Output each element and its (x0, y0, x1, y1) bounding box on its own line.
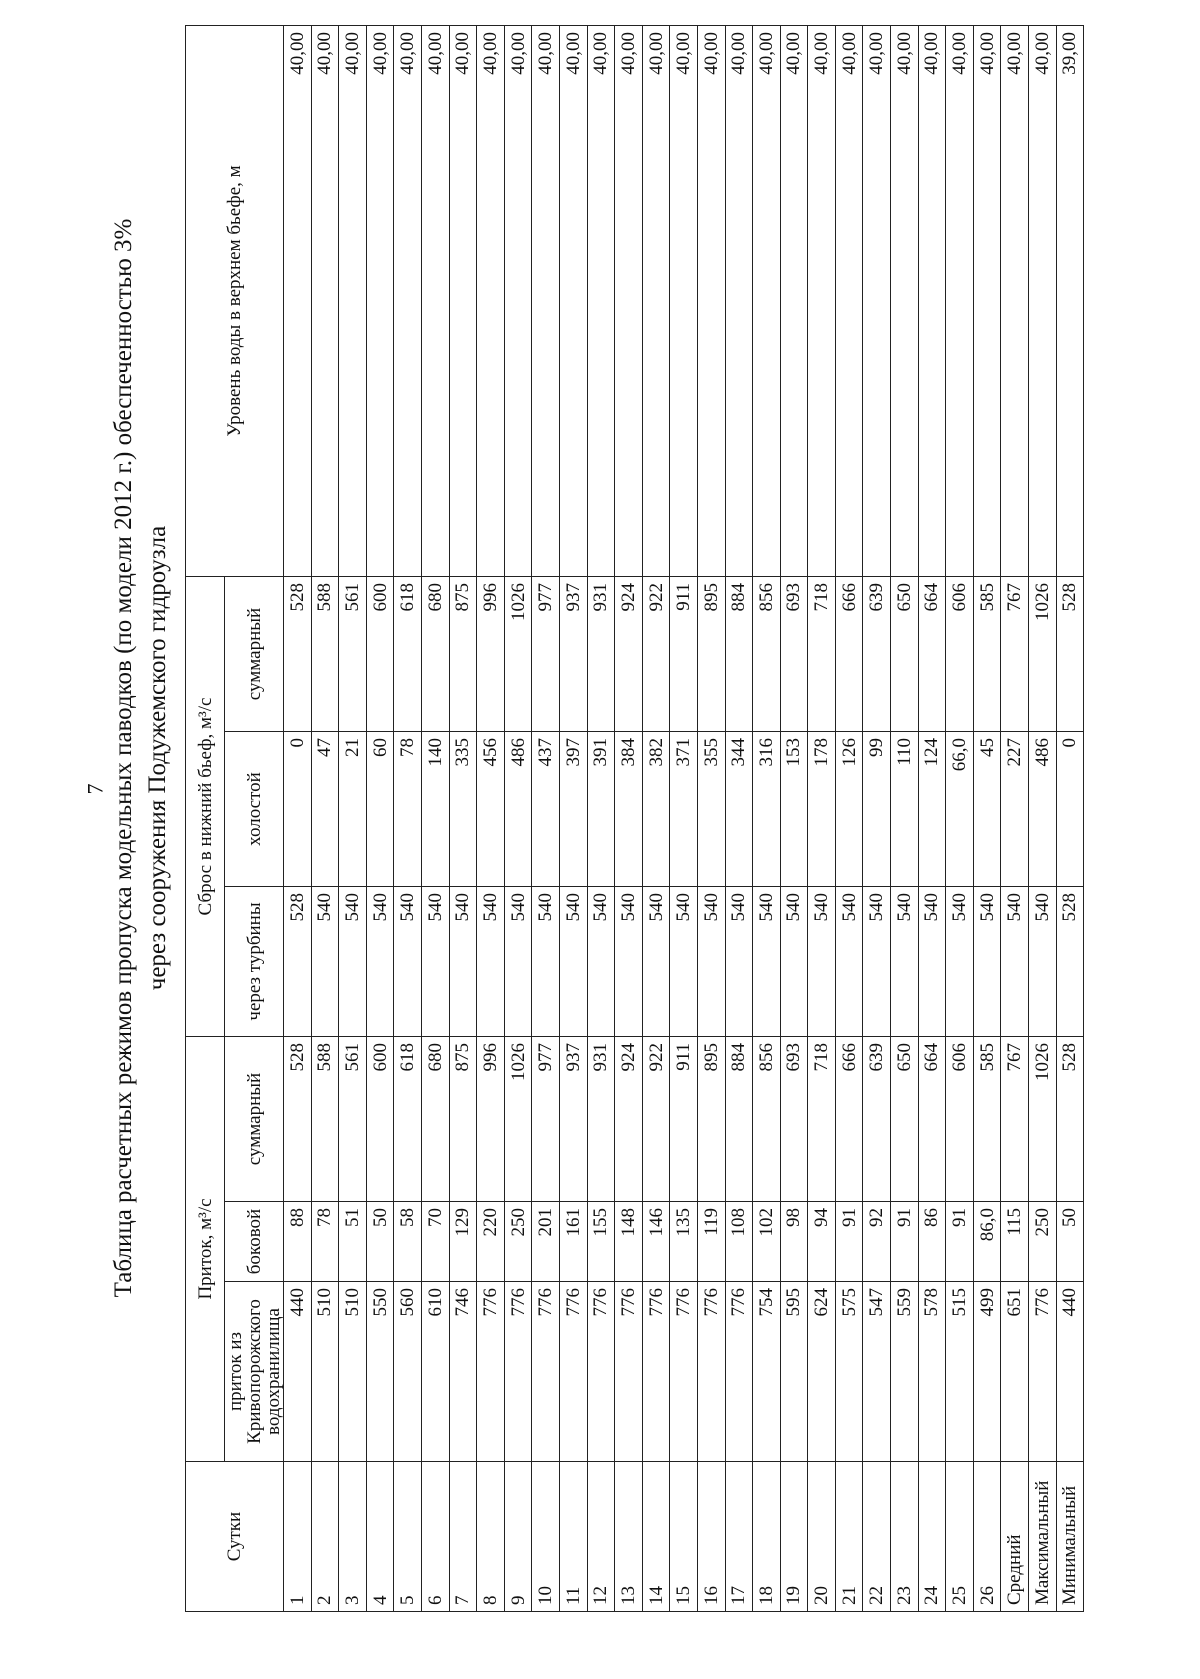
day-cell: 15 (670, 1462, 698, 1612)
inflow-reservoir-cell: 499 (973, 1282, 1001, 1462)
water-level-cell: 40,00 (642, 25, 670, 576)
discharge-idle-cell: 21 (339, 731, 367, 886)
discharge-idle-cell: 140 (421, 731, 449, 886)
water-level-cell: 40,00 (1001, 25, 1029, 576)
inflow-total-cell: 767 (1001, 1036, 1029, 1201)
discharge-total-cell: 1026 (1029, 576, 1057, 731)
inflow-reservoir-cell: 776 (670, 1282, 698, 1462)
discharge-turbines-cell: 540 (946, 886, 974, 1036)
water-level-cell: 40,00 (284, 25, 312, 576)
inflow-lateral-cell: 86,0 (973, 1202, 1001, 1282)
discharge-idle-cell: 60 (366, 731, 394, 886)
discharge-total-cell: 1026 (504, 576, 532, 731)
table-row (946, 25, 974, 1611)
inflow-reservoir-cell: 776 (725, 1282, 753, 1462)
table-row (394, 25, 422, 1611)
discharge-turbines-cell: 540 (587, 886, 615, 1036)
inflow-total-cell: 666 (835, 1036, 863, 1201)
inflow-lateral-cell: 102 (753, 1202, 781, 1282)
day-cell: 18 (753, 1462, 781, 1612)
discharge-turbines-cell: 540 (615, 886, 643, 1036)
inflow-reservoir-cell: 440 (1056, 1282, 1084, 1462)
discharge-turbines-cell: 540 (477, 886, 505, 1036)
discharge-idle-cell: 153 (780, 731, 808, 886)
discharge-turbines-cell: 540 (697, 886, 725, 1036)
water-level-cell: 40,00 (421, 25, 449, 576)
water-level-cell: 40,00 (366, 25, 394, 576)
discharge-total-cell: 931 (587, 576, 615, 731)
inflow-reservoir-cell: 776 (477, 1282, 505, 1462)
discharge-turbines-cell: 540 (339, 886, 367, 1036)
discharge-turbines-cell: 540 (504, 886, 532, 1036)
inflow-reservoir-cell: 578 (918, 1282, 946, 1462)
water-level-cell: 40,00 (615, 25, 643, 576)
discharge-total-cell: 528 (284, 576, 312, 731)
discharge-total-cell: 937 (559, 576, 587, 731)
inflow-total-cell: 924 (615, 1036, 643, 1201)
discharge-turbines-cell: 540 (725, 886, 753, 1036)
inflow-reservoir-cell: 776 (559, 1282, 587, 1462)
table-row (421, 25, 449, 1611)
discharge-total-cell: 767 (1001, 576, 1029, 731)
inflow-lateral-cell: 58 (394, 1202, 422, 1282)
discharge-turbines-cell: 540 (780, 886, 808, 1036)
discharge-idle-cell: 456 (477, 731, 505, 886)
discharge-total-cell: 639 (863, 576, 891, 731)
discharge-idle-cell: 384 (615, 731, 643, 886)
inflow-total-cell: 664 (918, 1036, 946, 1201)
water-level-cell: 40,00 (946, 25, 974, 576)
discharge-turbines-cell: 540 (394, 886, 422, 1036)
inflow-total-cell: 1026 (504, 1036, 532, 1201)
discharge-turbines-cell: 540 (366, 886, 394, 1036)
table-body (284, 25, 1084, 1611)
header-inflow-lateral: боковой (225, 1202, 284, 1282)
discharge-total-cell: 588 (311, 576, 339, 731)
inflow-lateral-cell: 78 (311, 1202, 339, 1282)
discharge-total-cell: 924 (615, 576, 643, 731)
water-level-cell: 40,00 (449, 25, 477, 576)
day-cell: 11 (559, 1462, 587, 1612)
inflow-total-cell: 528 (284, 1036, 312, 1201)
discharge-turbines-cell: 540 (532, 886, 560, 1036)
day-cell: 16 (697, 1462, 725, 1612)
discharge-idle-cell: 486 (1029, 731, 1057, 886)
table-row (1001, 25, 1029, 1611)
table-row (477, 25, 505, 1611)
discharge-turbines-cell: 540 (311, 886, 339, 1036)
table-row (973, 25, 1001, 1611)
day-cell: 2 (311, 1462, 339, 1612)
water-level-cell: 40,00 (477, 25, 505, 576)
table-row (1029, 25, 1057, 1611)
day-cell: Максимальный (1029, 1462, 1057, 1612)
inflow-lateral-cell: 51 (339, 1202, 367, 1282)
inflow-reservoir-cell: 595 (780, 1282, 808, 1462)
table-row (780, 25, 808, 1611)
inflow-reservoir-cell: 575 (835, 1282, 863, 1462)
day-cell: 20 (808, 1462, 836, 1612)
discharge-total-cell: 561 (339, 576, 367, 731)
discharge-idle-cell: 47 (311, 731, 339, 886)
discharge-idle-cell: 344 (725, 731, 753, 886)
inflow-total-cell: 588 (311, 1036, 339, 1201)
discharge-turbines-cell: 540 (753, 886, 781, 1036)
table-row (449, 25, 477, 1611)
discharge-turbines-cell: 528 (284, 886, 312, 1036)
discharge-turbines-cell: 540 (835, 886, 863, 1036)
day-cell: 13 (615, 1462, 643, 1612)
inflow-lateral-cell: 88 (284, 1202, 312, 1282)
discharge-turbines-cell: 540 (670, 886, 698, 1036)
day-cell: 21 (835, 1462, 863, 1612)
water-level-cell: 40,00 (587, 25, 615, 576)
inflow-total-cell: 996 (477, 1036, 505, 1201)
discharge-idle-cell: 78 (394, 731, 422, 886)
discharge-total-cell: 856 (753, 576, 781, 731)
inflow-lateral-cell: 250 (504, 1202, 532, 1282)
inflow-total-cell: 884 (725, 1036, 753, 1201)
inflow-lateral-cell: 148 (615, 1202, 643, 1282)
table-row (642, 25, 670, 1611)
discharge-total-cell: 996 (477, 576, 505, 731)
day-cell: 17 (725, 1462, 753, 1612)
discharge-total-cell: 693 (780, 576, 808, 731)
inflow-lateral-cell: 94 (808, 1202, 836, 1282)
inflow-reservoir-cell: 515 (946, 1282, 974, 1462)
inflow-lateral-cell: 161 (559, 1202, 587, 1282)
inflow-total-cell: 875 (449, 1036, 477, 1201)
table-row (339, 25, 367, 1611)
discharge-total-cell: 680 (421, 576, 449, 731)
water-level-cell: 40,00 (863, 25, 891, 576)
inflow-reservoir-cell: 776 (504, 1282, 532, 1462)
inflow-total-cell: 1026 (1029, 1036, 1057, 1201)
discharge-turbines-cell: 540 (421, 886, 449, 1036)
inflow-reservoir-cell: 776 (1029, 1282, 1057, 1462)
discharge-total-cell: 922 (642, 576, 670, 731)
discharge-total-cell: 664 (918, 576, 946, 731)
inflow-lateral-cell: 119 (697, 1202, 725, 1282)
discharge-idle-cell: 391 (587, 731, 615, 886)
day-cell: 14 (642, 1462, 670, 1612)
water-level-cell: 39,00 (1056, 25, 1084, 576)
inflow-total-cell: 931 (587, 1036, 615, 1201)
inflow-total-cell: 639 (863, 1036, 891, 1201)
inflow-total-cell: 528 (1056, 1036, 1084, 1201)
header-discharge-total: суммарный (225, 576, 284, 731)
table-row (808, 25, 836, 1611)
inflow-lateral-cell: 92 (863, 1202, 891, 1282)
day-cell: 5 (394, 1462, 422, 1612)
table-row (670, 25, 698, 1611)
inflow-total-cell: 600 (366, 1036, 394, 1201)
discharge-idle-cell: 178 (808, 731, 836, 886)
discharge-total-cell: 528 (1056, 576, 1084, 731)
discharge-idle-cell: 124 (918, 731, 946, 886)
table-row (366, 25, 394, 1611)
inflow-total-cell: 922 (642, 1036, 670, 1201)
inflow-lateral-cell: 220 (477, 1202, 505, 1282)
table-row (504, 25, 532, 1611)
inflow-reservoir-cell: 776 (587, 1282, 615, 1462)
discharge-total-cell: 977 (532, 576, 560, 731)
inflow-total-cell: 618 (394, 1036, 422, 1201)
inflow-lateral-cell: 146 (642, 1202, 670, 1282)
inflow-total-cell: 856 (753, 1036, 781, 1201)
inflow-lateral-cell: 91 (835, 1202, 863, 1282)
inflow-reservoir-cell: 440 (284, 1282, 312, 1462)
inflow-reservoir-cell: 560 (394, 1282, 422, 1462)
water-level-cell: 40,00 (504, 25, 532, 576)
inflow-reservoir-cell: 776 (697, 1282, 725, 1462)
discharge-turbines-cell: 540 (1001, 886, 1029, 1036)
discharge-idle-cell: 397 (559, 731, 587, 886)
discharge-idle-cell: 45 (973, 731, 1001, 886)
discharge-idle-cell: 110 (891, 731, 919, 886)
table-title (107, 26, 185, 1640)
day-cell: 4 (366, 1462, 394, 1612)
discharge-total-cell: 718 (808, 576, 836, 731)
water-level-cell: 40,00 (835, 25, 863, 576)
water-level-cell: 40,00 (670, 25, 698, 576)
discharge-turbines-cell: 540 (973, 886, 1001, 1036)
water-level-cell: 40,00 (891, 25, 919, 576)
table-row (1056, 25, 1084, 1611)
discharge-idle-cell: 0 (1056, 731, 1084, 886)
water-level-cell: 40,00 (808, 25, 836, 576)
day-cell: 24 (918, 1462, 946, 1612)
discharge-idle-cell: 227 (1001, 731, 1029, 886)
table-row (891, 25, 919, 1611)
inflow-lateral-cell: 108 (725, 1202, 753, 1282)
discharge-idle-cell: 126 (835, 731, 863, 886)
inflow-reservoir-cell: 776 (532, 1282, 560, 1462)
water-level-cell: 40,00 (1029, 25, 1057, 576)
day-cell: 3 (339, 1462, 367, 1612)
table-row (725, 25, 753, 1611)
discharge-total-cell: 875 (449, 576, 477, 731)
inflow-reservoir-cell: 510 (339, 1282, 367, 1462)
discharge-turbines-cell: 540 (863, 886, 891, 1036)
table-row (918, 25, 946, 1611)
day-cell: 19 (780, 1462, 808, 1612)
water-level-cell: 40,00 (973, 25, 1001, 576)
water-level-cell: 40,00 (311, 25, 339, 576)
inflow-lateral-cell: 50 (1056, 1202, 1084, 1282)
inflow-lateral-cell: 50 (366, 1202, 394, 1282)
day-cell: 6 (421, 1462, 449, 1612)
water-level-cell: 40,00 (753, 25, 781, 576)
inflow-reservoir-cell: 651 (1001, 1282, 1029, 1462)
day-cell: Минимальный (1056, 1462, 1084, 1612)
inflow-total-cell: 977 (532, 1036, 560, 1201)
inflow-lateral-cell: 91 (891, 1202, 919, 1282)
header-discharge-turbines: через турбины (225, 886, 284, 1036)
inflow-lateral-cell: 250 (1029, 1202, 1057, 1282)
inflow-reservoir-cell: 624 (808, 1282, 836, 1462)
discharge-idle-cell: 66,0 (946, 731, 974, 886)
day-cell: 26 (973, 1462, 1001, 1612)
inflow-total-cell: 693 (780, 1036, 808, 1201)
discharge-total-cell: 650 (891, 576, 919, 731)
discharge-idle-cell: 382 (642, 731, 670, 886)
table-row (835, 25, 863, 1611)
day-cell: 12 (587, 1462, 615, 1612)
discharge-total-cell: 606 (946, 576, 974, 731)
inflow-total-cell: 895 (697, 1036, 725, 1201)
title-line-1: Таблица расчетных режимов пропуска модельных паводков (по модели 2012 г.) обеспеченностью 3% (110, 218, 137, 1298)
header-discharge-group: Сброс в нижний бьеф, м³/с (186, 576, 225, 1036)
water-level-cell: 40,00 (725, 25, 753, 576)
day-cell: 8 (477, 1462, 505, 1612)
inflow-lateral-cell: 129 (449, 1202, 477, 1282)
title-line-2: через сооружения Подужемского гидроузла (144, 525, 171, 991)
inflow-reservoir-cell: 559 (891, 1282, 919, 1462)
header-inflow-group: Приток, м³/с (186, 1036, 225, 1461)
day-cell: 9 (504, 1462, 532, 1612)
inflow-total-cell: 561 (339, 1036, 367, 1201)
discharge-total-cell: 618 (394, 576, 422, 731)
inflow-lateral-cell: 70 (421, 1202, 449, 1282)
rotated-page-content (107, 26, 1175, 1640)
inflow-reservoir-cell: 510 (311, 1282, 339, 1462)
day-cell: 22 (863, 1462, 891, 1612)
discharge-turbines-cell: 540 (1029, 886, 1057, 1036)
table-row (284, 25, 312, 1611)
discharge-idle-cell: 99 (863, 731, 891, 886)
day-cell: 10 (532, 1462, 560, 1612)
discharge-idle-cell: 335 (449, 731, 477, 886)
inflow-total-cell: 606 (946, 1036, 974, 1201)
inflow-total-cell: 680 (421, 1036, 449, 1201)
day-cell: 1 (284, 1462, 312, 1612)
table-row (587, 25, 615, 1611)
inflow-reservoir-cell: 547 (863, 1282, 891, 1462)
day-cell: Средний (1001, 1462, 1029, 1612)
table-row (697, 25, 725, 1611)
inflow-lateral-cell: 155 (587, 1202, 615, 1282)
discharge-turbines-cell: 540 (642, 886, 670, 1036)
discharge-idle-cell: 316 (753, 731, 781, 886)
table-row (753, 25, 781, 1611)
table-row (863, 25, 891, 1611)
inflow-reservoir-cell: 776 (642, 1282, 670, 1462)
inflow-lateral-cell: 86 (918, 1202, 946, 1282)
inflow-lateral-cell: 115 (1001, 1202, 1029, 1282)
table-row (559, 25, 587, 1611)
discharge-turbines-cell: 540 (559, 886, 587, 1036)
discharge-idle-cell: 486 (504, 731, 532, 886)
discharge-total-cell: 911 (670, 576, 698, 731)
header-inflow-total: суммарный (225, 1036, 284, 1201)
water-level-cell: 40,00 (918, 25, 946, 576)
inflow-reservoir-cell: 746 (449, 1282, 477, 1462)
discharge-turbines-cell: 528 (1056, 886, 1084, 1036)
discharge-turbines-cell: 540 (918, 886, 946, 1036)
water-level-cell: 40,00 (394, 25, 422, 576)
page-number: 7 (82, 783, 108, 795)
discharge-turbines-cell: 540 (808, 886, 836, 1036)
discharge-turbines-cell: 540 (449, 886, 477, 1036)
discharge-idle-cell: 437 (532, 731, 560, 886)
water-level-cell: 40,00 (339, 25, 367, 576)
discharge-total-cell: 585 (973, 576, 1001, 731)
inflow-total-cell: 718 (808, 1036, 836, 1201)
flood-regime-table (185, 25, 1084, 1612)
day-cell: 23 (891, 1462, 919, 1612)
header-discharge-idle: холостой (225, 731, 284, 886)
day-cell: 25 (946, 1462, 974, 1612)
header-water-level: Уровень воды в верхнем бьефе, м (186, 25, 284, 576)
inflow-reservoir-cell: 610 (421, 1282, 449, 1462)
discharge-idle-cell: 0 (284, 731, 312, 886)
inflow-lateral-cell: 91 (946, 1202, 974, 1282)
inflow-total-cell: 937 (559, 1036, 587, 1201)
inflow-total-cell: 585 (973, 1036, 1001, 1201)
water-level-cell: 40,00 (780, 25, 808, 576)
inflow-total-cell: 911 (670, 1036, 698, 1201)
discharge-turbines-cell: 540 (891, 886, 919, 1036)
discharge-total-cell: 895 (697, 576, 725, 731)
inflow-lateral-cell: 135 (670, 1202, 698, 1282)
inflow-lateral-cell: 98 (780, 1202, 808, 1282)
table-row (311, 25, 339, 1611)
day-cell: 7 (449, 1462, 477, 1612)
table-row (615, 25, 643, 1611)
inflow-total-cell: 650 (891, 1036, 919, 1201)
discharge-total-cell: 600 (366, 576, 394, 731)
water-level-cell: 40,00 (532, 25, 560, 576)
header-day: Сутки (186, 1462, 284, 1612)
water-level-cell: 40,00 (559, 25, 587, 576)
discharge-total-cell: 666 (835, 576, 863, 731)
header-inflow-reservoir: приток из Кривопорожского водохранилища (225, 1282, 284, 1462)
inflow-reservoir-cell: 754 (753, 1282, 781, 1462)
discharge-idle-cell: 355 (697, 731, 725, 886)
inflow-reservoir-cell: 550 (366, 1282, 394, 1462)
water-level-cell: 40,00 (697, 25, 725, 576)
discharge-total-cell: 884 (725, 576, 753, 731)
inflow-lateral-cell: 201 (532, 1202, 560, 1282)
table-row (532, 25, 560, 1611)
inflow-reservoir-cell: 776 (615, 1282, 643, 1462)
discharge-idle-cell: 371 (670, 731, 698, 886)
